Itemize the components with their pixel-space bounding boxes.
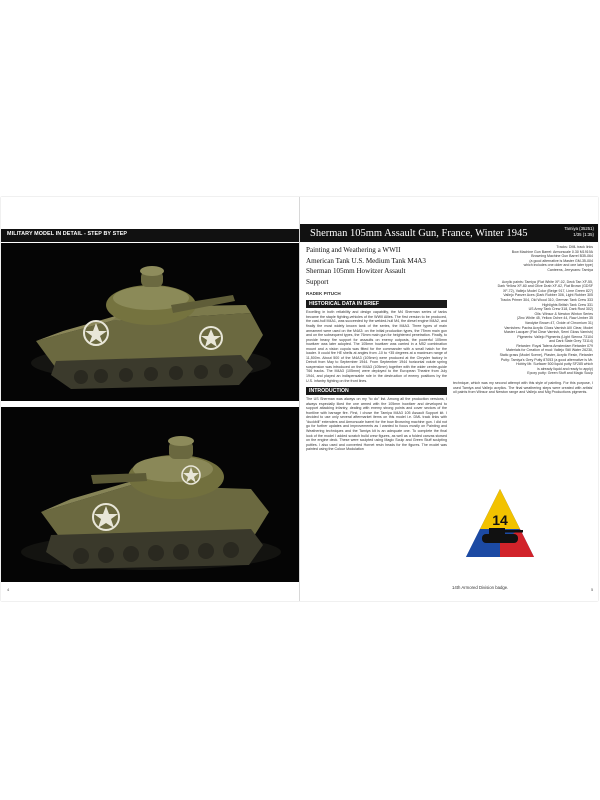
section-heading-history: HISTORICAL DATA IN BRIEF: [306, 300, 447, 308]
paint-line: Acrylic paints: Tamiya (Flat White XF-02, Deck Tan XF-55,: [501, 279, 593, 284]
material-line: Browning Machine Gun Barrel B35-064: [531, 254, 593, 259]
paint-line: is already liquid and ready to apply): [537, 366, 593, 371]
paint-line: Tracks Primer 304, Old Wood 310, German Tank Crew 333: [500, 297, 593, 302]
material-line: (a good alternative is Master GM-35-004: [529, 258, 593, 263]
introduction-continued-text: technique, which was my second attempt with this style of painting. For this purpose, I used Tamiya and Vallejo acrylics. The final weathering steps were created with artists' oil paints from Winsor and Newton range and Vallejo and Mig Productions pigments.: [453, 381, 593, 395]
materials-aftermarket: [453, 245, 593, 273]
armored-division-badge: [465, 487, 535, 567]
subtitle-line: American Tank U.S. Medium Tank M4A3: [306, 256, 426, 265]
material-line: which includes one older and one later type): [523, 263, 593, 268]
paint-line: Dark Yellow XF-60 and Olive Drab XF-62, Flat Brown (GDSF: [497, 284, 593, 289]
text-column-left: [306, 245, 447, 452]
paint-line: Master Lacquer (Flat Clear Varnish, Semi Gloss Varnish): [504, 330, 593, 335]
section-heading-introduction: INTRODUCTION: [306, 387, 447, 395]
paint-line: Static grass (Model Scene), Plaster, Acrylic Resin, Retarder: [499, 353, 593, 358]
paint-line: Retarder: Royal Talens Amsterdam Retarder 079: [516, 343, 593, 348]
series-title: MILITARY MODEL IN DETAIL - STEP BY STEP: [7, 231, 128, 237]
text-column-right: [453, 245, 593, 395]
subtitle-line: Support: [306, 277, 329, 286]
right-page: [300, 197, 598, 601]
material-line: Tracks: DML track links: [556, 245, 593, 249]
paint-line: Putty: Tamiya's Grey Putty 87053 (a good alternative is Mr.: [500, 357, 593, 362]
page-number-right: 5: [591, 587, 594, 592]
material-line: Canteens, Jerrycans: Tamiya: [547, 267, 593, 272]
kit-scale: 1/35 (1:35): [573, 232, 594, 237]
tank-photo-bottom: [1, 407, 299, 582]
paint-line: Varnishes: Pactra Acrylic Gloss Varnish AIII Clear, Model: [504, 325, 593, 330]
subtitle-line: Painting and Weathering a WWII: [306, 246, 401, 254]
paint-line: US Army Tank Crew 318, Dark Rust 302): [528, 307, 593, 312]
paint-line: and Dark Slate Grey 73114): [549, 339, 593, 344]
paint-line: Vallejo Panzer Aces (Dark Rubber 306, Light Rubber 305: [503, 293, 593, 298]
paint-line: Vandyke Brown 47, Oxide of Chromium 31): [524, 320, 593, 325]
article-subtitle: [306, 245, 447, 287]
paint-line: Hobby Mr. Surfacer 500 liquid putty SF285 which: [516, 362, 593, 367]
subtitle-line: Sherman 105mm Howitzer Assault: [306, 267, 406, 276]
materials-paints: [453, 280, 593, 376]
paint-line: Pigments: Vallejo Pigments (Light Sienna 73104: [517, 334, 593, 339]
badge-cannon: [503, 530, 523, 533]
history-text: Excelling in both reliability and design capability, the M4 Sherman series of tanks became the staple fighting-vehicles of the WWII Allies. The first version to be produced, the cast-hull M4A1, was succeeded by the welded-hull M4, the diesel engine M4A2, and finally the most widely known tank of the series, the M4A3. Three types of main armament were used on the M4A3: on the initial production types, the 75mm main gun and on the subsequent types, the 76mm main gun for heightened penetration. Finally, to provide heavy fire support for assaults on enemy outposts, the powerful 105mm howitzer was later adopted. The 105mm howitzer was carried in a M52 combination mount and a vision cupola was fitted for the commander with a small hatch for the loader. It could fire HE shells at angles from -10 to +35 degrees at a maximum range of 11,500m. About 500 of the M4A3 (105mm) were produced at the Chrysler factory in Detroit from May to September 1944. From September 1944 horizontal volute spring suspension was introduced on the M4A3 (105mm) together with the wider centre-guide T66 tracks. The M4A3 (105mm) were deployed to the European Theatre from July 1944, and played an indispensable role in the destruction of enemy positions by the U.S. infantry fighting on the front lines.: [306, 310, 447, 383]
left-page-header: [1, 229, 299, 242]
paint-line: XF-72), Vallejo Model Color (Beige 917, Lime Green 827): [502, 288, 593, 293]
badge-tank-track: [482, 534, 518, 543]
paint-line: Oils: Winsor & Newton Winton Series: [534, 311, 593, 316]
badge-caption: 14th Armored Division badge.: [452, 585, 509, 590]
introduction-text: The US Sherman was always on my "to do" list. Among all the production versions, I always especially liked the one armed with the 105mm howitzer and developed to support attacking infantry, dealing with enemy strong points and cover sectors of the frontline with barrage fire. First, I chose the Tamiya M4A3 105 Assault Support kit. I decided to use only several aftermarket items on this model i.e. DML track links with "duckbill" extenders and Armorscale barrel for the bow Browning machine gun. I did not go for further updates and improvements as I wanted to focus mostly on Painting and Weathering techniques and the Tamiya kit is an adequate one. To complete the final look of the model I added scratch build crew figures, as well as a folded canvas stowed on the engine deck. These were sculpted using Magic Sculp and Green Stuff sculpting putties. I also used and converted Hornet resin heads for the figures. The model was painted using the Colour Modulation: [306, 397, 447, 452]
paint-line: Highlights British Tank Crew 331: [542, 302, 593, 307]
tank-photo-top: [1, 243, 299, 401]
paint-line: Epoxy putty: Green Stuff and Magic Sculp: [527, 371, 593, 376]
paint-line: (Zinc White 45, Yellow Ochre 44, Raw Umber 35: [516, 316, 593, 321]
material-line: Bow Machine Gun Barrel: Armorscale 0.30 M1919A: [511, 249, 593, 254]
right-page-header: [300, 224, 598, 242]
left-page: [1, 197, 300, 601]
article-title: Sherman 105mm Assault Gun, France, Winter 1945: [310, 228, 528, 239]
badge-number: 14: [492, 512, 508, 528]
paint-line: Materials for Creation of mud: Vallejo Still Water 26230,: [506, 348, 593, 353]
author-name: RADEK PITUCH: [306, 291, 341, 297]
magazine-spread: [1, 197, 598, 601]
page-number-left: 4: [7, 587, 10, 592]
kit-code: Tamiya (35251): [564, 226, 594, 231]
